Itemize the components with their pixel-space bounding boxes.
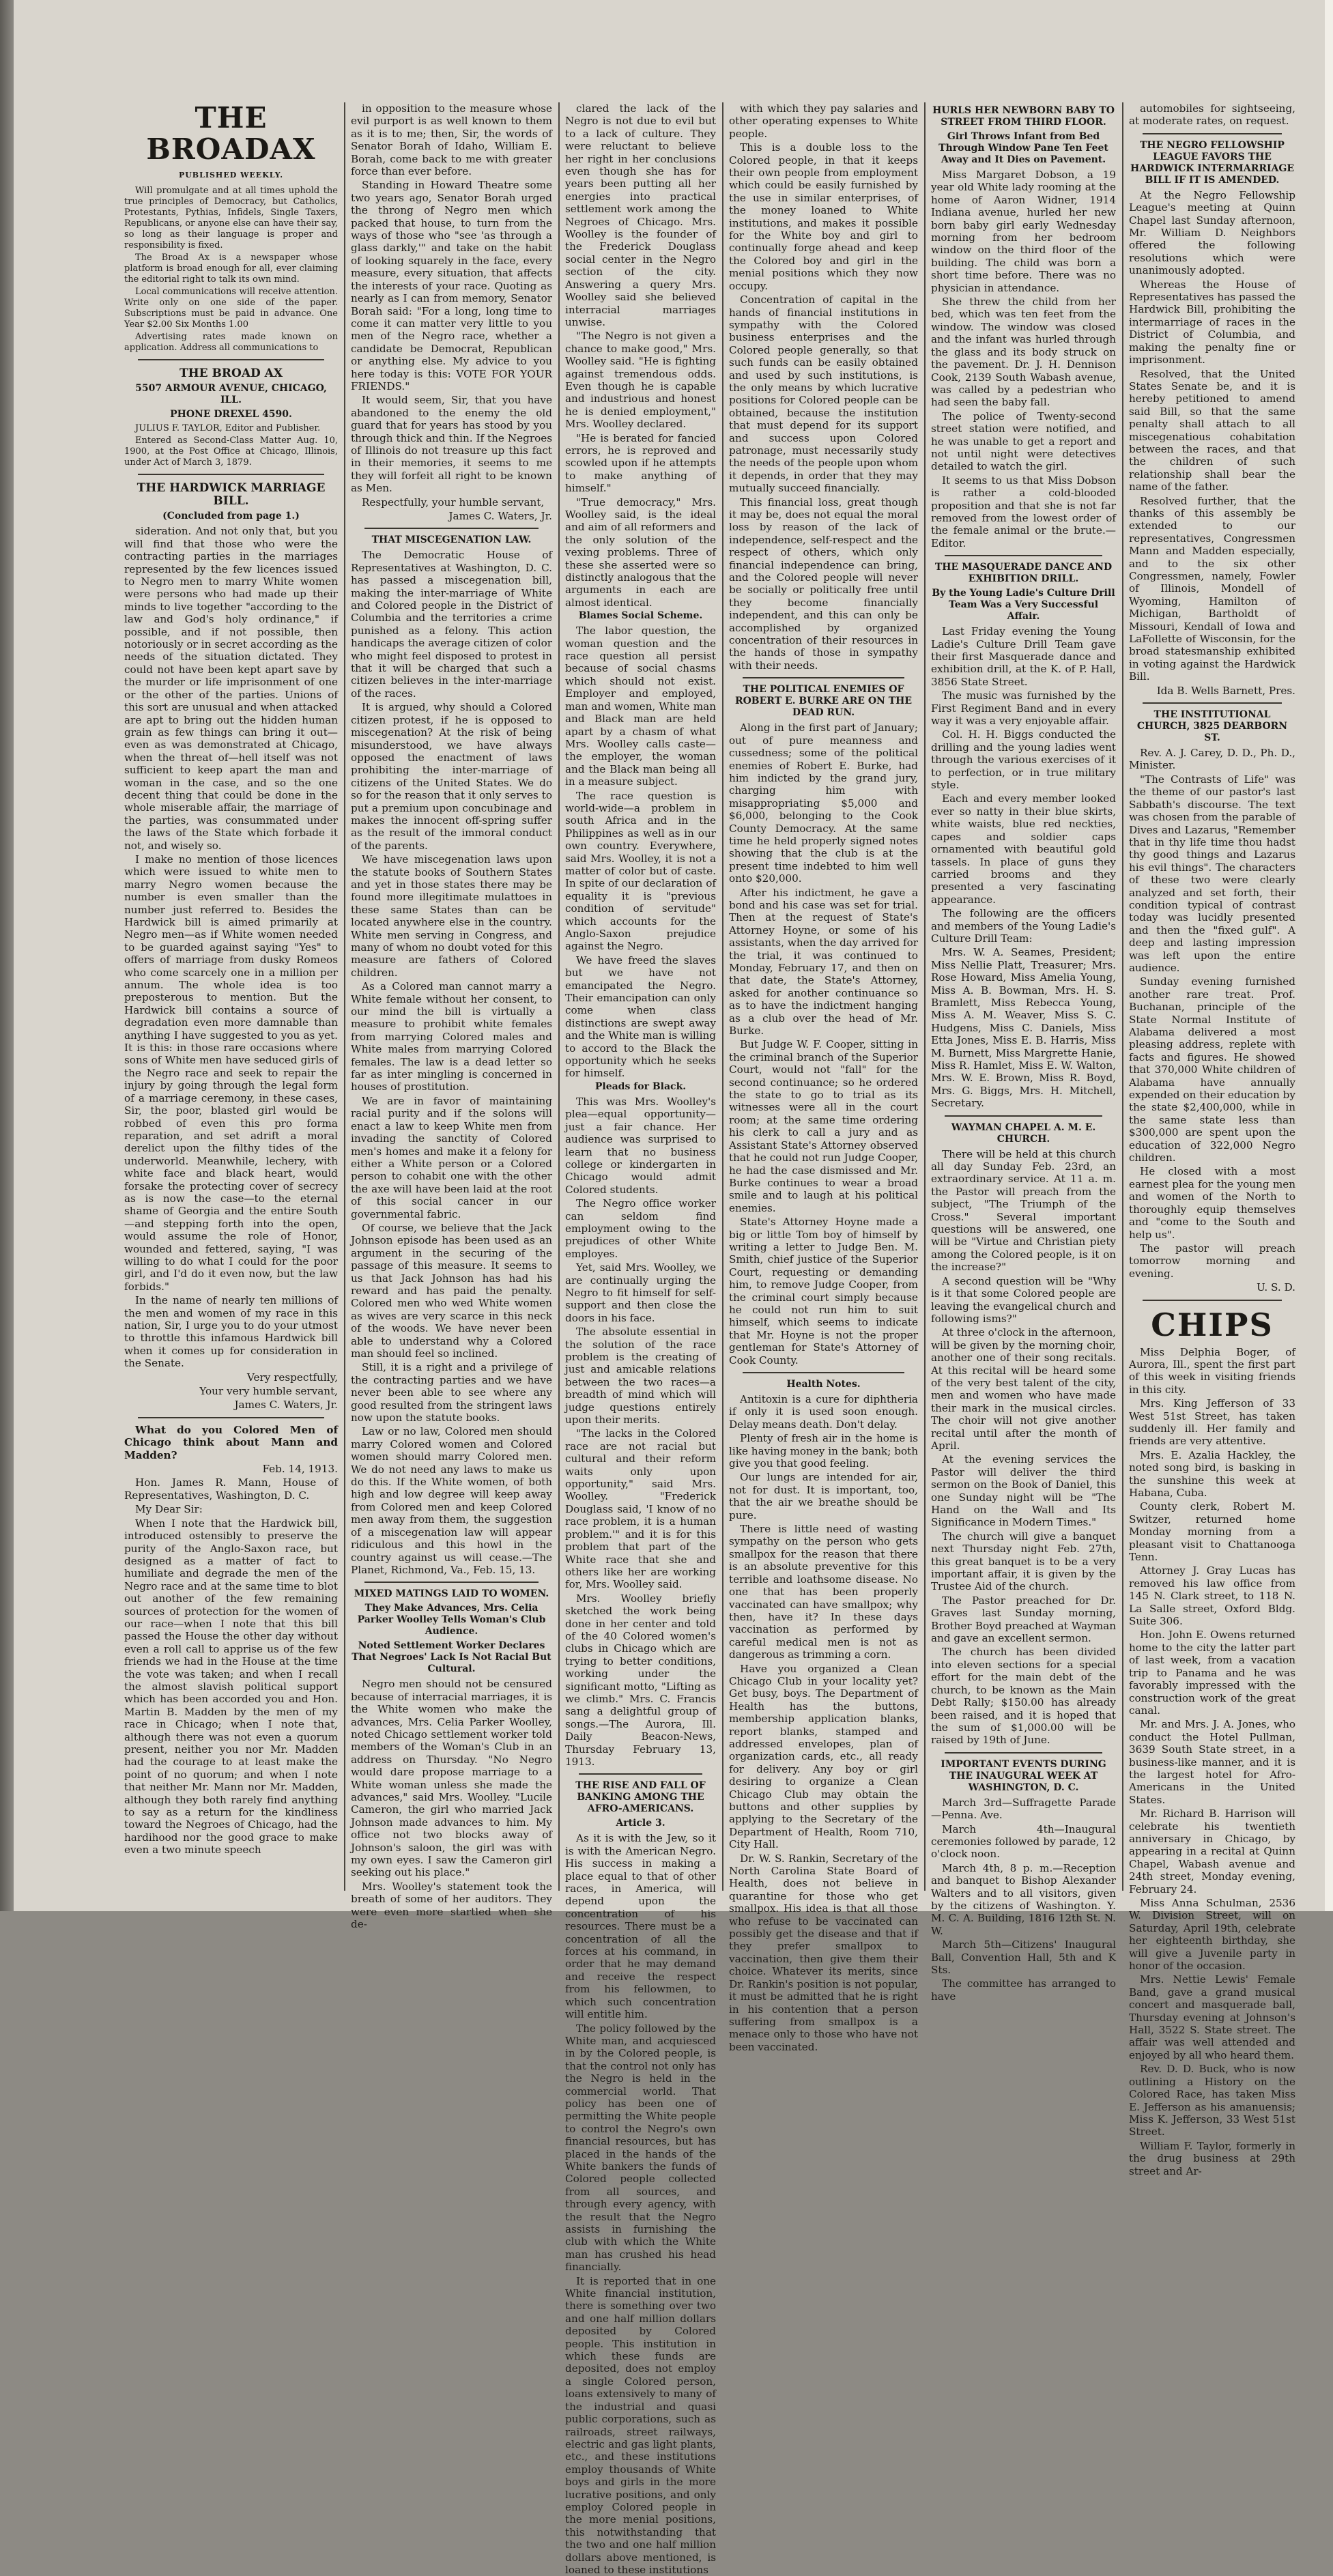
column-5	[927, 102, 1120, 2003]
headline: THE MASQUERADE DANCE AND EXHIBITION DRILL.	[934, 562, 1113, 585]
paragraph: The church will give a banquet next Thursday night Feb. 27th, this great banquet is to be a very important affair, it is given by the Trustee Aid of the church.	[931, 1530, 1116, 1593]
paragraph: "True democracy," Mrs. Woolley said, is the ideal and aim of all reformers and the only solution of the vexing problems. Three of these she asserted were so distinctly analogous that the arguments in each are almost identical.	[565, 496, 716, 609]
paragraph: The race question is world-wide—a problem in south Africa and in the Philippines as well as in our own country. Everywhere, said Mrs. Woolley, it is not a matter of color but of caste. In spite of our declaration of equality it is "previous condition of servitude" which accounts for the Anglo-Saxon prejudice against the Negro.	[565, 789, 716, 953]
paragraph: with which they pay salaries and other operating expenses to White people.	[729, 102, 918, 140]
paragraph: Yet, said Mrs. Woolley, we are continually urging the Negro to fit himself for self-support and then close the doors in his face.	[565, 1261, 716, 1324]
subheading: Health Notes.	[786, 1379, 861, 1390]
signature-line: U. S. D.	[1256, 1281, 1295, 1294]
paragraph: Along in the first part of January; out of pure meanness and cussedness; some of the political enemies of Robert E. Burke, had him indicted by the grand jury, charging him with misappropriating $5,000 and $6,000, belonging to the Cook County Democracy. At the same time he held properly signed notes showing that the club is at the present time indebted to him well onto $20,000.	[729, 721, 918, 885]
paragraph: In the name of nearly ten millions of the men and women of my race in this nation, Sir, I urge you to do your utmost to throttle this infamous Hardwick bill when it comes up for consideration in the Senate.	[124, 1294, 338, 1370]
info-paragraph: Entered as Second-Class Matter Aug. 10, 1900, at the Post Office at Chicago, Illinois, under Act of March 3, 1879.	[124, 435, 338, 468]
paragraph: "He is berated for fancied errors, he is reproved and scowled upon if he attempts to make anything of himself."	[565, 431, 716, 495]
paragraph: Respectfully, your humble servant,	[362, 496, 545, 509]
paragraph: sideration. And not only that, but you will find that those who were the contracting parties in the marriages represented by the few licences issued to Negro men to marry White women were persons who had made up their minds to live together "according to the law and God's holy ordinance," if possible, and if not possible, then notoriously or in secret according as the needs of the situation dictated. They could not have been kept apart save by the murder or life imprisonment of one or the other of the parties. Unions of this sort are unusual and when attacked are apt to bring out the hidden human grain as few things can bring it out—even as was demonstrated at Chicago, when the threat of—hell itself was not sufficient to keep apart the man and woman in the case, and so the one decent thing that could be done in the whole miserable affair, the marriage of the parties, was consummated under the laws of the State which forbade it not, and wisely so.	[124, 525, 338, 852]
paragraph: The policy followed by the White man, and acquiesced in by the Colored people, is that the control not only has the Negro is held in the commercial world. That policy has been one of permitting the White people to control the Negro's own financial resources, but has placed in the hands of the White bankers the funds of Colored people collected from all sources, and through every agency, with the result that the Negro assists in furnishing the club with which the White man has crushed his head financially.	[565, 2022, 716, 2274]
paragraph: The absolute essential in the solution of the race problem is the creating of just and amicable relations between the two races—a breadth of mind which will judge questions entirely upon their merits.	[565, 1326, 716, 1427]
paragraph: When I note that the Hardwick bill, introduced ostensibly to preserve the purity of the Anglo-Saxon race, but designed as a matter of fact to humiliate and degrade the men of the Negro race and at the same time to blot out another of the few remaining sources of protection for the women of our race—when I note that this bill passed the House the other day without even a roll call to apprise us of the few friends we had in the House at the time the vote was taken; and when I recall the almost slavish political support which has been accorded you and Hon. Martin B. Madden by the men of my race in Chicago; when I note that, although there was not even a quorum present, neither you nor Mr. Madden had the courage to at least make the point of no quorum; and when I note that neither Mr. Mann nor Mr. Madden, although they both rarely find anything to say as a return for the kindliness toward the Negroes of Chicago, had the hardihood nor the good grace to make even a two minute speech	[124, 1517, 338, 1857]
paragraph: William F. Taylor, formerly in the drug business at 29th street and Ar-	[1129, 2139, 1295, 2177]
paragraph: It would seem, Sir, that you have abandoned to the enemy the old guard that for years has stood by you through thick and thin. If the Negroes of Illinois do not treasure up this fact in their memories, it seems to me they will forfeit all right to be known as Men.	[351, 394, 552, 495]
headline: THE POLITICAL ENEMIES OF ROBERT E. BURKE ARE ON THE DEAD RUN.	[734, 684, 913, 719]
paragraph: State's Attorney Hoyne made a big or little Tom boy of himself by writing a letter to Judge Ben. M. Smith, chief justice of the Superior Court, requesting or demanding him, to remove Judge Cooper, from the criminal court simply because he could not run him to suit himself, which seems to indicate that Mr. Hoyne is not the proper gentleman for State's Attorney of Cook County.	[729, 1216, 918, 1366]
page-margin	[1325, 0, 1333, 1911]
paragraph: Plenty of fresh air in the home is like having money in the bank; both give you that good feeling.	[729, 1432, 918, 1470]
info-paragraph: The Broad Ax is a newspaper whose platform is broad enough for all, ever claiming the editorial right to talk its own mind.	[124, 253, 338, 285]
paragraph: It is reported that in one White financial institution, there is something over two and one half million dollars deposited by Colored people. This institution in which these funds are deposited, does not employ a single Colored person, loans extensively to many of the industrial and quasi public corporations, such as railroads, street railways, electric and gas light plants, etc., and these institutions employ thousands of White boys and girls in the more lucrative positions, and only employ Colored people in the more menial positions, this notwithstanding that the two and one half million dollars above mentioned, is loaned to these institutions	[565, 2274, 716, 2576]
paragraph: Mrs. King Jefferson of 33 West 51st Street, has taken suddenly ill. Her family and friends are very attentive.	[1129, 1397, 1295, 1448]
paragraph: This was Mrs. Woolley's plea—equal opportunity—just a fair chance. Her audience was surprised to learn that no business college or kindergarten in Chicago would admit Colored students.	[565, 1095, 716, 1196]
headline: THE RISE AND FALL OF BANKING AMONG THE AFRO-AMERICANS.	[575, 1780, 706, 1815]
paragraph: Negro men should not be censured because of interracial marriages, it is the White women who make the advances, Mrs. Celia Parker Woolley, noted Chicago settlement worker told members of the Woman's Club in an address on Thursday. "No Negro would dare propose marriage to a White woman unless she made the advances," said Mrs. Woolley. "Lucile Cameron, the girl who married Jack Johnson made advances to him. My office not two blocks away of Johnson's saloon, the girl was with my own eyes. I saw the Cameron girl seeking out his place."	[351, 1678, 552, 1879]
paragraph: Hon. John E. Owens returned home to the city the latter part of last week, from a vacation trip to Panama and he was favorably impressed with the construction work of the great canal.	[1129, 1629, 1295, 1717]
paragraph: She threw the child from her bed, which was ten feet from the window. The window was closed and the infant was hurled through the glass and its body struck on the pavement. Dr. J. H. Dennison Cook, 2139 South Wabash avenue, was called by a pedestrian who had seen the baby fall.	[931, 296, 1116, 409]
column-rule	[924, 102, 926, 1891]
paragraph: Of course, we believe that the Jack Johnson episode has been used as an argument in the securing of the passage of this measure. It seems to us that Jack Johnson has had his reward and has paid the penalty. Colored men who wed White women as wives are very scarce in this neck of the woods. We have never been able to understand why a Colored man should feel so inclined.	[351, 1221, 552, 1360]
paragraph: The committee has arranged to have	[931, 1977, 1116, 2003]
paragraph: "The lacks in the Colored race are not racial but cultural and their reform waits only upon opportunity," said Mrs. Woolley. "Frederick Douglass said, 'I know of no race problem, it is a human problem.'" and it is for this problem that part of the White race that she and others like her are working for, Mrs. Woolley said.	[565, 1427, 716, 1591]
paragraph: At the evening services the Pastor will deliver the third sermon on the Book of Daniel, this one Sunday night will be "The Hand on the Wall and Its Significance in Modern Times."	[931, 1453, 1116, 1529]
paragraph: At three o'clock in the afternoon, will be given by the morning choir, another one of their song recitals. At this recital will be heard some of the very best talent of the city, men and women who have made their mark in the musical circles. The choir will not give another recital until after the month of April.	[931, 1326, 1116, 1452]
paragraph: As it is with the Jew, so it is with the American Negro. His success in making a place equal to that of other races, in America, will depend upon the concentration of his resources. There must be a concentration of all the forces at his command, in order that he may demand and receive the respect from his fellowmen, to which such concentration will entitle him.	[565, 1832, 716, 2021]
paragraph: We are in favor of maintaining racial purity and if the solons will enact a law to keep White men from invading the sanctity of Colored men's homes and make it a felony for either a White person or a Colored person to cohabit one with the other the axe will have been laid at the root of this social cancer in our governmental fabric.	[351, 1094, 552, 1220]
paragraph: Still, it is a right and a privilege of the contracting parties and we have never been able to see where any good resulted from the stringent laws now upon the statute books.	[351, 1361, 552, 1425]
paragraph: Attorney J. Gray Lucas has removed his law office from 145 N. Clark street, to 118 N. La Salle street, Oxford Bldg. Suite 306.	[1129, 1564, 1295, 1628]
paragraph: This financial loss, great though it may be, does not equal the moral loss by reason of the lack of independence, self-respect and the respect of others, which only financial independence can bring, and the Colored people will never be socially or politically free until they become financially independent, and this can only be accomplished by organized concentration of their resources in the hands of those in sympathy with their needs.	[729, 496, 918, 672]
paragraph: The Pastor preached for Dr. Graves last Sunday morning, Brother Boyd preached at Wayman and gave an excellent sermon.	[931, 1594, 1116, 1645]
subheading: Girl Throws Infant from Bed Through Window Pane Ten Feet Away and It Dies on Pavement.	[938, 131, 1108, 165]
paragraph: "The Negro is not given a chance to make good," Mrs. Woolley said. "He is fighting against tremendous odds. Even though he is capable and industrious and honest he is denied employment," Mrs. Woolley declared.	[565, 330, 716, 431]
paragraph: Our lungs are intended for air, not for dust. It is important, too, that the air we breathe should be pure.	[729, 1471, 918, 1521]
headline: WAYMAN CHAPEL A. M. E. CHURCH.	[951, 1121, 1096, 1145]
column-rule	[558, 102, 560, 1891]
paragraph: Miss Margaret Dobson, a 19 year old White lady rooming at the home of Aaron Widner, 1914 Indiana avenue, hurled her new born baby girl early Wednesday morning from her bedroom window on the third floor of the building. The child was born a short time before. There was no physician in attendance.	[931, 169, 1116, 294]
paragraph: March 4th—Inaugural ceremonies followed by parade, 12 o'clock noon.	[931, 1822, 1116, 1861]
signature-line: James C. Waters, Jr.	[234, 1399, 338, 1412]
subheading: Blames Social Scheme.	[578, 610, 703, 622]
paragraph: The Democratic House of Representatives at Washington, D. C. has passed a miscegenation bill, making the inter-marriage of White and Colored people in the District of Columbia and the territories a crime punished as a felony. This action handicaps the average citizen of color who might feel disposed to protest in that it will be charged that such a citizen believes in the inter-marriage of the races.	[351, 549, 552, 700]
masthead-subtitle: PUBLISHED WEEKLY.	[178, 171, 284, 180]
paragraph: Resolved, that the United States Senate be, and it is hereby petitioned to amend said Bill, so that the same penalty shall attach to all miscegenatious cohabitation between the races, and that the children of such relationship shall bear the name of the father.	[1129, 367, 1295, 493]
paragraph: "The Contrasts of Life" was the theme of our pastor's last Sabbath's discourse. The text was chosen from the parable of Dives and Lazarus, "Remember that in thy life time thou hadst thy good things and Lazarus his evil things". The characters of these two were clearly analyzed and set forth, their condition typical of contrast today was lucidly presented and then the "fixed gulf". A deep and lasting impression was left upon the entire audience.	[1129, 773, 1295, 974]
headline: HURLS HER NEWBORN BABY TO STREET FROM THIRD FLOOR.	[932, 105, 1115, 128]
paragraph: Whereas the House of Representatives has passed the Hardwick Bill, prohibiting the intermarriage of races in the District of Columbia, and making the penalty fine or imprisonment.	[1129, 278, 1295, 367]
subheading: 5507 ARMOUR AVENUE, CHICAGO, ILL.	[135, 383, 327, 406]
paragraph: Mrs. Woolley's statement took the breath of some of her auditors. They were even more startled when she de-	[351, 1880, 552, 1931]
divider-rule	[138, 474, 324, 475]
divider-rule	[138, 1417, 324, 1418]
paragraph: Miss Anna Schulman, 2536 W. Division Street, will on Saturday, April 19th, celebrate her eighteenth birthday, she will give a Juvenile party in honor of the occasion.	[1129, 1897, 1295, 1973]
paragraph: As a Colored man cannot marry a White female without her consent, to our mind the bill is virtually a measure to prohibit white females from marrying Colored males and White males from marrying Colored females. The law is a dead letter so far as inter mingling is concerned in houses of prostitution.	[351, 980, 552, 1093]
subheading: They Make Advances, Mrs. Celia Parker Woolley Tells Woman's Club Audience.	[357, 1603, 546, 1637]
headline: THE HARDWICK MARRIAGE BILL.	[137, 481, 326, 509]
paragraph: Rev. D. D. Buck, who is now outlining a History on the Colored Race, has taken Miss E. Jefferson as his amanuensis; Miss K. Jefferson, 33 West 51st Street.	[1129, 2063, 1295, 2138]
subheading: Noted Settlement Worker Declares That Negroes' Lack Is Not Racial But Cultural.	[352, 1640, 551, 1675]
headline: THE BROAD AX	[179, 367, 283, 381]
paragraph: March 3rd—Suffragette Parade—Penna. Ave.	[931, 1796, 1116, 1822]
paragraph: It is argued, why should a Colored citizen protest, if he is opposed to miscegenation? At the risk of being misunderstood, we have always opposed the enactment of laws prohibiting the inter-marriage of citizens of the United States. We do so for the reason that it only serves to put a premium upon concubinage and makes the innocent off-spring suffer as the result of the immoral conduct of the parents.	[351, 701, 552, 852]
paragraph: The police of Twenty-second street station were notified, and he was unable to get a report and not until night were detectives detailed to watch the girl.	[931, 410, 1116, 473]
bold-paragraph: What do you Colored Men of Chicago think about Mann and Madden?	[124, 1423, 338, 1461]
paragraph: Sunday evening furnished another rare treat. Prof. Buchanan, principle of the State Normal Institute of Alabama delivered a most pleasing address, replete with facts and figures. He showed that 370,000 White children of Alabama have annually expended on their education by the state $2,400,000, while in the same state less than $300,000 are spent upon the education of 322,000 Negro children.	[1129, 975, 1295, 1164]
subheading: Pleads for Black.	[594, 1081, 687, 1092]
newspaper-page	[14, 0, 1330, 2576]
column-4	[725, 102, 922, 2053]
paragraph: Mrs. E. Azalia Hackley, the noted song bird, is basking in the sunshine this week at Habana, Cuba.	[1129, 1448, 1295, 1499]
divider-rule	[743, 677, 904, 678]
divider-rule	[579, 1773, 702, 1775]
column-6	[1125, 102, 1300, 2177]
headline: MIXED MATINGS LAID TO WOMEN.	[354, 1588, 549, 1600]
headline: THE INSTITUTIONAL CHURCH, 3825 DEARBORN ST.	[1136, 709, 1288, 744]
signature-line: Ida B. Wells Barnett, Pres.	[1156, 684, 1295, 697]
paragraph: There will be held at this church all day Sunday Feb. 23rd, an extraordinary service. At 11 a. m. the Pastor will preach from the subject, "The Triumph of the Cross." Several important questions will be answered, one will be "Virtue and Christian piety among the Colored people, is it on the increase?"	[931, 1147, 1116, 1274]
paragraph: Mrs. Woolley briefly sketched the work being done in her center and told of the 40 Colored women's clubs in Chicago which are trying to better conditions, working under the significant motto, "Lifting as we climb." Mrs. C. Francis sang a delightful group of songs.—The Aurora, Ill. Daily Beacon-News, Thursday February 13, 1913.	[565, 1592, 716, 1768]
paragraph: He closed with a most earnest plea for the young men and women of the North to thoroughly equip themselves and "come to the South and help us".	[1129, 1165, 1295, 1241]
paragraph: automobiles for sightseeing, at moderate rates, on request.	[1129, 102, 1295, 128]
column-3	[561, 102, 720, 2576]
column-2	[347, 102, 556, 1931]
signature-line: Feb. 14, 1913.	[262, 1463, 338, 1476]
paragraph: After his indictment, he gave a bond and his case was set for trial. Then at the request of State's Attorney Hoyne, or some of his assistants, when the day arrived for the trial, it was continued to Monday, February 17, and then on that date, the State's Attorney, asked for another continuance so as to have the indictment hanging as a club over the head of Mr. Burke.	[729, 886, 918, 1037]
paragraph: Antitoxin is a cure for diphtheria if only it is used soon enough. Delay means death. Don't delay.	[729, 1393, 918, 1431]
paragraph: The following are the officers and members of the Young Ladie's Culture Drill Team:	[931, 907, 1116, 945]
paragraph: It seems to us that Miss Dobson is rather a cold-blooded proposition and that she is not far removed from the lowest order of the female animal or the brute.—Editor.	[931, 474, 1116, 549]
subheading: By the Young Ladie's Culture Drill Team Was a Very Successful Affair.	[932, 588, 1115, 622]
paragraph: Col. H. H. Biggs conducted the drilling and the young ladies went through the various exercises of it to perfection, or in true military style.	[931, 728, 1116, 792]
paragraph: Hon. James R. Mann, House of Representatives, Washington, D. C.	[124, 1476, 338, 1502]
paragraph: We have freed the slaves but we have not emancipated the Negro. Their emancipation can only come when class distinctions are swept away and the White man is willing to accord to the Black the opportunity which he seeks for himself.	[565, 954, 716, 1080]
paragraph: Mrs. Nettie Lewis' Female Band, gave a grand musical concert and masquerade ball, Thursday evening at Johnson's Hall, 3522 S. State street. The affair was well attended and enjoyed by all who heard them.	[1129, 1973, 1295, 2061]
divider-rule	[1143, 1300, 1282, 1301]
subheading: Article 3.	[616, 1818, 665, 1829]
paragraph: At the Negro Fellowship League's meeting at Quinn Chapel last Sunday afternoon, Mr. William D. Neighbors offered the following resolutions which were unanimously adopted.	[1129, 188, 1295, 277]
paragraph: There is little need of wasting sympathy on the person who gets smallpox for the reason that there is an absolute preventive for this terrible and loathsome disease. No one that has been properly vaccinated can have smallpox; why then, have it? In these days vaccination as performed by careful medical men is not as dangerous as trimming a corn.	[729, 1523, 918, 1661]
paragraph: I make no mention of those licences which were issued to white men to marry Negro women because the number is even smaller than the number just referred to. Besides the Hardwick bill is aimed primarily at Negro men—as if White women needed to be guarded against saying "Yes" to offers of marriage from dusky Romeos who come scarcely one in a million per annum. The whole idea is too preposterous to mention. But the Hardwick bill contains a source of degradation even more damnable than anything I have suggested to you as yet. It is this: in those rare occasions where sons of White men have seduced girls of the Negro race and seek to repair the injury by going through the legal form of a marriage ceremony, in these cases, Sir, the poor, blasted girl would be robbed of even this pro forma reparation, and set adrift a moral derelict upon the filthy tides of the underworld. Meanwhile, lechery, with white face and black heart, would forsake the protecting cover of secrecy as is now the case—to the eternal shame of Georgia and the entire South—and stepping forth into the open, would assume the role of Honor, wounded and fettered, saying, "I was willing to do what I could for the poor girl, and I'd do it even now, but the law forbids."	[124, 853, 338, 1293]
paragraph: But Judge W. F. Cooper, sitting in the criminal branch of the Superior Court, would not "fall" for the second continuance; so he ordered the state to go to trial as its witnesses were all in the court room; at the same time ordering his clerk to call a jury and as Assistant State's Attorney observed that he could not run Judge Cooper, he had the case dismissed and Mr. Burke continues to wear a broad smile and to laugh at his political enemies.	[729, 1038, 918, 1214]
paragraph: Last Friday evening the Young Ladie's Culture Drill Team gave their first Masquerade dance and exhibition drill, at the K. of P. Hall, 3856 State Street.	[931, 625, 1116, 688]
divider-rule	[945, 555, 1102, 556]
paragraph: We have miscegenation laws upon the statute books of Southern States and yet in those states there may be found more illegitimate mulattoes in these same States than can be located anywhere else in the country. White men serving in Congress, and many of whom no doubt voted for this measure are fathers of Colored children.	[351, 853, 552, 979]
paragraph: The church has been divided into eleven sections for a special effort for the main debt of the church, to be known as the Main Debt Rally; $150.00 has already been raised, and it is hoped that the sum of $1,000.00 will be raised by 19th of June.	[931, 1646, 1116, 1747]
info-paragraph: Will promulgate and at all times uphold the true principles of Democracy, but Catholics, Protestants, Pythias, Infidels, Single Taxers, Republicans, or anyone else can have their say, so long as their language is proper and responsibility is fixed.	[124, 186, 338, 251]
paragraph: The labor question, the woman question and the race question all persist because of social chasms which should not exist. Employer and employed, man and women, White man and Black man are held apart by a chasm of what Mrs. Woolley calls caste—the employer, the woman and the Black man being all in a measure subject.	[565, 625, 716, 788]
column-rule	[1122, 102, 1123, 1891]
paragraph: This is a double loss to the Colored people, in that it keeps their own people from employment which could be easily furnished by the use in similar enterprises, of the money loaned to White institutions, and makes it possible for the White boy and girl to continually forge ahead and keep the Colored boy and girl in the menial positions which they now occupy.	[729, 141, 918, 292]
divider-rule	[945, 1752, 1102, 1754]
paragraph: clared the lack of the Negro is not due to evil but to a lack of culture. They were reluctant to believe her right in her conclusions even though she has for years been putting all her energies into practical settlement work among the Negroes of Chicago. Mrs. Woolley is the founder of the Frederick Douglass social center in the Negro section of the city. Answering a query Mrs. Woolley said she believed interracial marriages unwise.	[565, 102, 716, 328]
paragraph: in opposition to the measure whose evil purport is as well known to them as it is to me; then, Sir, the words of Senator Borah of Idaho, William E. Borah, come back to me with greater force than ever before.	[351, 102, 552, 178]
column-rule	[722, 102, 723, 1891]
paragraph: Concentration of capital in the hands of financial institutions in sympathy with the Colored business enterprises and the Colored people generally, so that such funds can be easily obtained and used by such institutions, is the only means by which lucrative positions for Colored people can be obtained, because the institution that must depend for its support and success upon Colored patronage, must necessarily study the needs of the people upon whom it depends, in order that they may mutually succeed financially.	[729, 294, 918, 495]
signature-line: James C. Waters, Jr.	[448, 510, 552, 522]
paragraph: The music was furnished by the First Regiment Band and in every way it was a very enjoyable affair.	[931, 689, 1116, 728]
subheading: (Concluded from page 1.)	[162, 511, 300, 522]
paragraph: A second question will be "Why is it that some Colored people are leaving the evangelical church and following isms?"	[931, 1274, 1116, 1325]
divider-rule	[945, 1115, 1102, 1117]
divider-rule	[743, 1372, 904, 1373]
page-shadow-edge	[0, 0, 14, 1911]
column-rule	[344, 102, 345, 1891]
subheading: PHONE DREXEL 4590.	[170, 409, 292, 420]
divider-rule	[1143, 133, 1282, 134]
divider-rule	[364, 1582, 539, 1583]
paragraph: Miss Delphia Boger, of Aurora, Ill., spent the first part of this week in visiting friends in this city.	[1129, 1345, 1295, 1396]
paragraph: March 4th, 8 p. m.—Reception and banquet to Bishop Alexander Walters and to all visitors, given by the citizens of Washington. Y. M. C. A. Building, 1816 12th St. N. W.	[931, 1861, 1116, 1937]
paragraph: Standing in Howard Theatre some two years ago, Senator Borah urged the throng of Negro men which packed that house, to turn from the ways of those who "see 'as through a glass darkly,'" and take on the habit of looking squarely in the face, every measure, every situation, that affects the interests of your race. Quoting as nearly as I can from memory, Senator Borah said: "For a long, long time to come it can matter very little to you men of the Negro race, whether a candidate be Democrat, Republican or anything else. My advice to you here today is this: VOTE FOR YOUR FRIENDS."	[351, 179, 552, 392]
paragraph: Have you organized a Clean Chicago Club in your locality yet? Get busy, boys. The Department of Health has the buttons, membership application blanks, report blanks, stamped and addressed envelopes, plan of organization cards, etc., all ready for delivery. Any boy or girl desiring to organize a Clean Chicago Club may obtain the buttons and other supplies by applying to the Secretary of the Department of Health, Room 710, City Hall.	[729, 1662, 918, 1851]
paragraph: The Negro office worker can seldom find employment owing to the prejudices of other White employes.	[565, 1197, 716, 1260]
divider-rule	[1143, 702, 1282, 704]
info-paragraph: Advertising rates made known on application. Address all communications to	[124, 332, 338, 354]
masthead: THE BROADAX	[146, 101, 316, 166]
paragraph: County clerk, Robert M. Switzer, returned home Monday morning from a pleasant visit to Chattanooga Tenn.	[1129, 1500, 1295, 1564]
headline: THAT MISCEGENATION LAW.	[371, 534, 532, 546]
signature-line: Your very humble servant,	[199, 1385, 338, 1398]
paragraph: Mr. Richard B. Harrison will celebrate his twentieth anniversary in Chicago, by appearing in a recital at Quinn Chapel, Wabash avenue and 24th street, Monday evening, February 24.	[1129, 1807, 1295, 1895]
divider-rule	[364, 528, 539, 529]
paragraph: Resolved further, that the thanks of this assembly be extended to our representatives, Congressmen Mann and Madden especially, and to the six other Congressmen, namely, Fowler of Illinois, Mondell of Wyoming, Hamilton of Michigan, Bartholdt of Missouri, Kendall of Iowa and LaFollette of Wisconsin, for the broad statesmanship exhibited in voting against the Hardwick Bill.	[1129, 494, 1295, 683]
paragraph: Each and every member looked ever so natty in their blue skirts, white waists, blue red neckties, capes and soldier caps ornamented with beautiful gold tassels. In place of guns they carried brooms and they presented a very fascinating appearance.	[931, 792, 1116, 906]
section-title: CHIPS	[1151, 1306, 1274, 1343]
paragraph: Rev. A. J. Carey, D. D., Ph. D., Minister.	[1129, 747, 1295, 772]
paragraph: Mr. and Mrs. J. A. Jones, who conduct the Hotel Pullman, 3639 South State street, in a business-like manner, and it is the largest hotel for Afro-Americans in the United States.	[1129, 1718, 1295, 1806]
paragraph: The pastor will preach tomorrow morning and evening.	[1129, 1242, 1295, 1280]
paragraph: March 5th—Citizens' Inaugural Ball, Convention Hall, 5th and K Sts.	[931, 1938, 1116, 1976]
info-paragraph: JULIUS F. TAYLOR, Editor and Publisher.	[135, 423, 321, 434]
paragraph: Law or no law, Colored men should marry Colored women and Colored women should marry Colored men. We do not need any laws to make us do this. If the White women, of both high and low degree will keep away from Colored men and keep Colored men away from them, the suggestion of a miscegenation law will appear ridiculous and this howl in the country against us will cease.—The Planet, Richmond, Va., Feb. 15, 13.	[351, 1425, 552, 1576]
paragraph: Dr. W. S. Rankin, Secretary of the North Carolina State Board of Health, does not believe in quarantine for those who get smallpox. His idea is that all those who refuse to be vaccinated can possibly get the disease and that if they prefer smallpox to vaccination, then give them their choice. Whatever its merits, since Dr. Rankin's position is not popular, it must be admitted that he is right in his contention that a person suffering from smallpox is a menace only to those who have not been vaccinated.	[729, 1852, 918, 2053]
headline: IMPORTANT EVENTS DURING THE INAUGURAL WEEK AT WASHINGTON, D. C.	[941, 1758, 1106, 1793]
column-1	[120, 102, 342, 1891]
paragraph: My Dear Sir:	[135, 1503, 203, 1516]
info-paragraph: Local communications will receive attention. Write only on one side of the paper. Subscriptions must be paid in advance. One Year $2.00 Six Months 1.00	[124, 287, 338, 330]
signature-line: Very respectfully,	[246, 1371, 338, 1384]
divider-rule	[138, 359, 324, 360]
headline: THE NEGRO FELLOWSHIP LEAGUE FAVORS THE HARDWICK INTERMARRIAGE BILL IF IT IS AMENDED.	[1130, 139, 1295, 186]
paragraph: Mrs. W. A. Seames, President; Miss Nellie Platt, Treasurer; Mrs. Rose Howard, Miss Amelia Young, Miss A. B. Bowman, Mrs. H. S. Bramlett, Miss Rebecca Young, Miss A. M. Weaver, Miss S. C. Hudgens, Miss C. Daniels, Miss Etta Jones, Miss E. B. Harris, Miss M. Burnett, Miss Margrette Hanie, Miss R. Hamlet, Miss E. W. Walton, Mrs. W. E. Brown, Miss R. Boyd, Mrs. G. Biggs, Mrs. H. Mitchell, Secretary.	[931, 946, 1116, 1110]
